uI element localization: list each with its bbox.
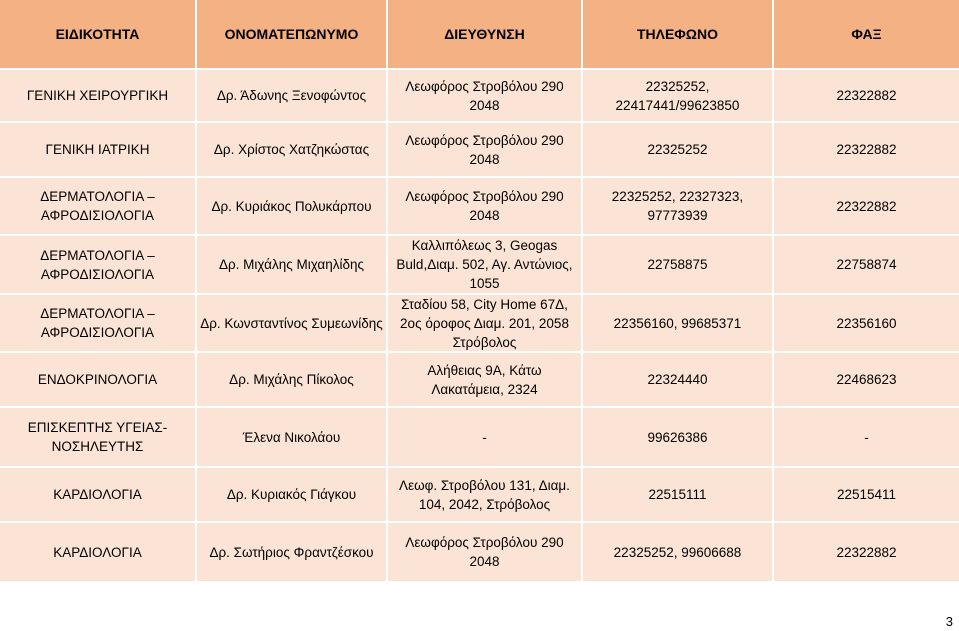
cell-address <box>388 523 581 581</box>
cell-lines <box>427 361 541 399</box>
cell-line: ΝΟΣΗΛΕΥΤΗΣ <box>51 439 144 454</box>
cell-line: 22325252, 22327323, <box>611 189 744 204</box>
cell-specialty <box>0 408 195 466</box>
cell-line: ΕΠΙΣΚΕΠΤΗΣ ΥΓΕΙΑΣ- <box>27 420 168 435</box>
cell-lines <box>405 187 563 225</box>
cell-phone <box>583 178 772 234</box>
cell-line: 2ος όροφος Διαμ. 201, 2058 <box>400 315 569 331</box>
header-fax: ΦΑΞ <box>774 0 959 68</box>
cell-line: ΑΦΡΟΔΙΣΙΟΛΟΓΙΑ <box>40 325 155 340</box>
cell-address <box>388 123 581 176</box>
cell-lines <box>647 428 707 447</box>
cell-fax: 22515411 <box>774 468 959 521</box>
cell-lines <box>647 140 707 159</box>
cell-line: 1055 <box>469 276 500 291</box>
cell-line: 2048 <box>469 151 500 167</box>
cell-line: 2048 <box>469 208 500 223</box>
cell-phone <box>583 295 772 351</box>
cell-name: Δρ. Χρίστος Χατζηκώστας <box>197 123 386 176</box>
cell-line: Λεωφόρος Στροβόλου 290 <box>405 132 564 148</box>
cell-address <box>388 468 581 521</box>
cell-phone <box>583 236 772 293</box>
cell-lines <box>399 476 570 514</box>
cell-line: ΔΕΡΜΑΤΟΛΟΓΙΑ – <box>40 306 155 321</box>
cell-lines <box>614 543 742 562</box>
cell-line: Λεωφόρος Στροβόλου 290 <box>405 78 564 94</box>
cell-line: 22325252, <box>645 78 710 94</box>
cell-lines <box>400 295 569 352</box>
cell-line: 104, 2042, Στρόβολος <box>418 496 551 512</box>
cell-name: Δρ. Μιχάλης Πίκολος <box>197 353 386 406</box>
header-specialty: ΕΙΔΙΚΟΤΗΤΑ <box>0 0 195 68</box>
cell-line: Λεωφόρος Στροβόλου 290 <box>405 535 564 550</box>
cell-name: Δρ. Μιχάλης Μιχαηλίδης <box>197 236 386 293</box>
cell-lines <box>616 77 740 115</box>
cell-name: Δρ. Άδωνης Ξενοφώντος <box>197 70 386 121</box>
cell-fax: 22468623 <box>774 353 959 406</box>
cell-line: 22325252, 99606688 <box>613 544 742 560</box>
cell-line: 22356160, 99685371 <box>613 315 742 331</box>
cell-name: Έλενα Νικολάου <box>197 408 386 466</box>
cell-line: 22758875 <box>647 257 708 272</box>
cell-name: Δρ. Κυριακός Γιάγκου <box>197 468 386 521</box>
cell-line: ΑΦΡΟΔΙΣΙΟΛΟΓΙΑ <box>40 208 155 223</box>
cell-address <box>388 353 581 406</box>
cell-lines <box>40 304 154 342</box>
cell-name: Δρ. Κυριάκος Πολυκάρπου <box>197 178 386 234</box>
cell-line: Buld,Διαμ. 502, Αγ. Αντώνιος, <box>396 257 573 272</box>
cell-specialty: ΓΕΝΙΚΗ ΙΑΤΡΙΚΗ <box>0 123 195 176</box>
cell-line: Λακατάμεια, 2324 <box>431 381 538 397</box>
cell-phone <box>583 523 772 581</box>
cell-fax: 22322882 <box>774 123 959 176</box>
cell-phone <box>583 353 772 406</box>
cell-name: Δρ. Κωνσταντίνος Συμεωνίδης <box>197 295 386 351</box>
cell-lines <box>647 255 707 274</box>
cell-fax: 22322882 <box>774 70 959 121</box>
cell-line: 97773939 <box>647 208 708 223</box>
cell-line: 22325252 <box>647 142 708 157</box>
cell-address <box>388 408 581 466</box>
cell-lines <box>647 370 707 389</box>
cell-line: ΔΕΡΜΑΤΟΛΟΓΙΑ – <box>40 189 155 204</box>
cell-lines <box>405 131 563 169</box>
cell-lines <box>612 187 743 225</box>
cell-line: 22324440 <box>647 372 708 387</box>
cell-lines <box>40 187 154 225</box>
cell-address <box>388 295 581 351</box>
cell-line: 22417441/99623850 <box>615 97 740 113</box>
cell-fax: 22356160 <box>774 295 959 351</box>
cell-address <box>388 178 581 234</box>
cell-line: 2048 <box>469 97 500 113</box>
cell-lines <box>28 418 168 456</box>
cell-fax: 22322882 <box>774 523 959 581</box>
header-name: ΟΝΟΜΑΤΕΠΩΝΥΜΟ <box>197 0 386 68</box>
header-address: ΔΙΕΥΘΥΝΣΗ <box>388 0 581 68</box>
cell-specialty: ΕΝΔΟΚΡΙΝΟΛΟΓΙΑ <box>0 353 195 406</box>
cell-phone <box>583 408 772 466</box>
cell-lines <box>40 246 154 284</box>
cell-phone <box>583 468 772 521</box>
cell-fax: 22758874 <box>774 236 959 293</box>
cell-specialty <box>0 295 195 351</box>
cell-address <box>388 236 581 293</box>
cell-line: Λεωφόρος Στροβόλου 290 <box>405 189 564 204</box>
cell-lines <box>614 314 742 333</box>
header-phone: ΤΗΛΕΦΩΝΟ <box>583 0 772 68</box>
cell-line: 2048 <box>469 554 500 569</box>
cell-lines <box>405 533 563 571</box>
cell-line: Λεωφ. Στροβόλου 131, Διαμ. <box>399 477 570 493</box>
cell-specialty <box>0 236 195 293</box>
cell-line: ΔΕΡΜΑΤΟΛΟΓΙΑ – <box>40 247 155 263</box>
cell-line: Αλήθειας 9Α, Κάτω <box>427 362 542 378</box>
cell-phone <box>583 123 772 176</box>
cell-line: Στρόβολος <box>452 334 517 350</box>
cell-lines <box>648 485 706 504</box>
cell-specialty: ΓΕΝΙΚΗ ΧΕΙΡΟΥΡΓΙΚΗ <box>0 70 195 121</box>
cell-fax: - <box>774 408 959 466</box>
cell-fax: 22322882 <box>774 178 959 234</box>
cell-specialty: ΚΑΡΔΙΟΛΟΓΙΑ <box>0 523 195 581</box>
cell-lines <box>405 77 563 115</box>
cell-line: Καλλιπόλεως 3, Geogas <box>411 238 558 253</box>
cell-phone <box>583 70 772 121</box>
cell-lines <box>396 236 572 293</box>
cell-specialty <box>0 178 195 234</box>
cell-specialty: ΚΑΡΔΙΟΛΟΓΙΑ <box>0 468 195 521</box>
cell-name: Δρ. Σωτήριος Φραντζέσκου <box>197 523 386 581</box>
cell-lines <box>482 428 487 447</box>
cell-address <box>388 70 581 121</box>
cell-line: 99626386 <box>647 429 708 445</box>
page-number: 3 <box>945 614 953 629</box>
cell-line: 22515111 <box>648 487 707 502</box>
cell-line: - <box>482 429 487 445</box>
cell-line: Σταδίου 58, City Home 67Δ, <box>401 296 568 312</box>
cell-line: ΑΦΡΟΔΙΣΙΟΛΟΓΙΑ <box>40 266 155 282</box>
